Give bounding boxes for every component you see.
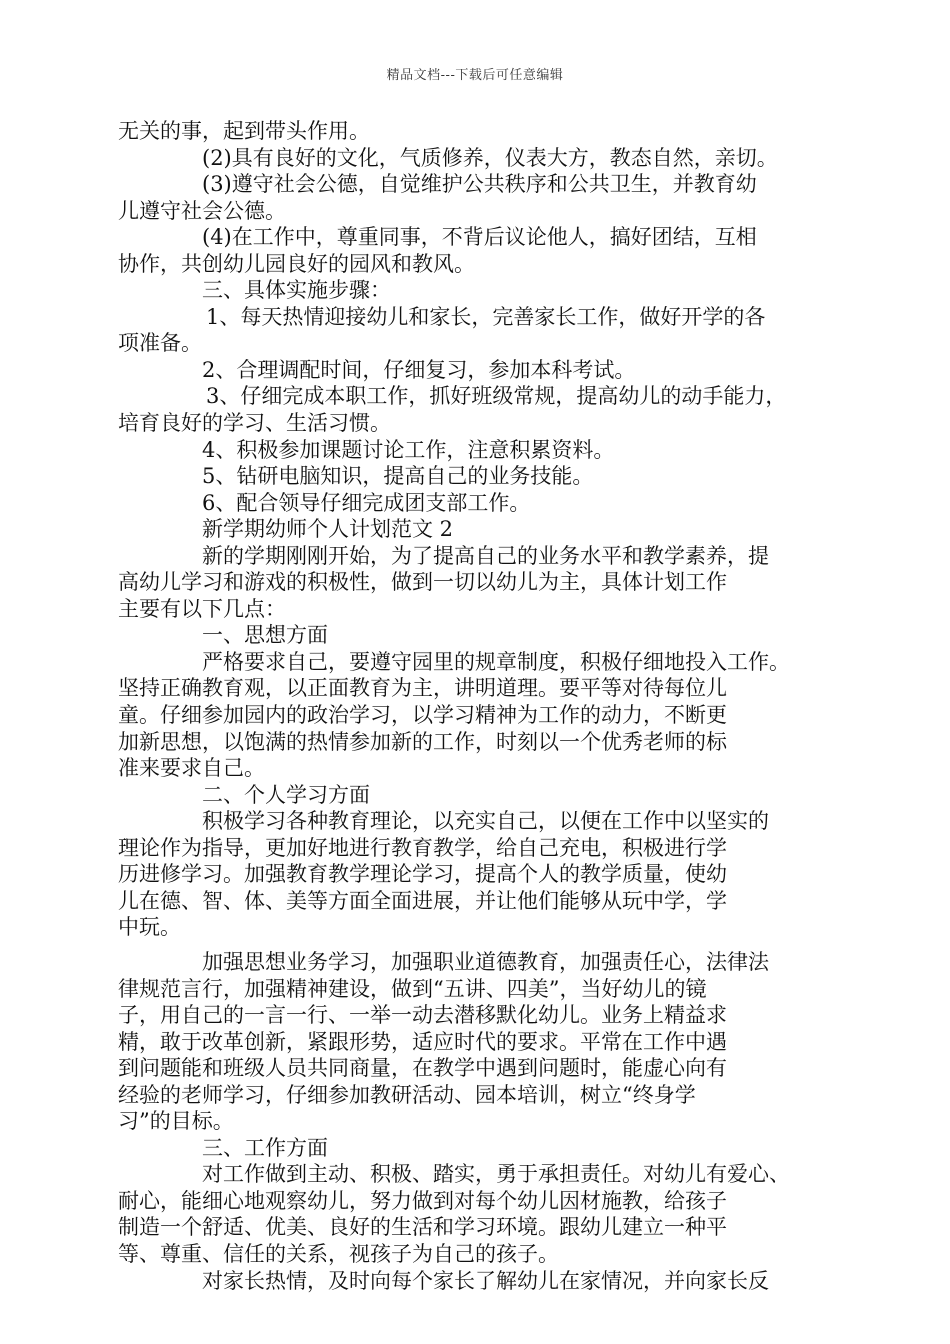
text-line: 6、配合领导仔细完成团支部工作。 [202, 490, 531, 515]
text-line: 中玩。 [118, 915, 181, 940]
text-line: 等、尊重、信任的关系，视孩子为自己的孩子。 [118, 1241, 559, 1266]
text-line: 新学期幼师个人计划范文 2 [202, 517, 454, 542]
text-line: 严格要求自己，要遵守园里的规章制度，积极仔细地投入工作。 [202, 649, 790, 674]
text-line: 制造一个舒适、优美、良好的生活和学习环境。跟幼儿建立一种平 [118, 1215, 727, 1240]
text-line: 培育良好的学习、生活习惯。 [118, 411, 391, 436]
text-line: (2)具有良好的文化，气质修养，仪表大方，教态自然，亲切。 [202, 145, 778, 170]
text-line: 4、积极参加课题讨论工作，注意积累资料。 [202, 437, 615, 462]
text-line: 项准备。 [118, 331, 202, 356]
text-line: 经验的老师学习，仔细参加教研活动、园本培训，树立“终身学 [118, 1082, 696, 1107]
text-line: 习”的目标。 [118, 1109, 234, 1134]
text-line: 协作，共创幼儿园良好的园风和教风。 [118, 251, 475, 276]
text-line: 3、仔细完成本职工作，抓好班级常规，提高幼儿的动手能力， [206, 384, 787, 409]
document-body [118, 118, 830, 1294]
text-line: (4)在工作中，尊重同事，不背后议论他人，搞好团结，互相 [202, 225, 757, 250]
text-line: 到问题能和班级人员共同商量，在教学中遇到问题时，能虚心向有 [118, 1056, 727, 1081]
text-line: 子，用自己的一言一行、一举一动去潜移默化幼儿。业务上精益求 [118, 1003, 727, 1028]
text-line: 加强思想业务学习，加强职业道德教育，加强责任心，法律法 [202, 949, 769, 974]
text-line: (3)遵守社会公德，自觉维护公共秩序和公共卫生，并教育幼 [202, 172, 757, 197]
text-line: 儿遵守社会公德。 [118, 198, 286, 223]
text-line: 2、合理调配时间，仔细复习，参加本科考试。 [202, 357, 636, 382]
text-line: 对家长热情，及时向每个家长了解幼儿在家情况，并向家长反 [202, 1268, 769, 1293]
text-line: 一、思想方面 [202, 623, 328, 648]
text-line: 理论作为指导，更加好地进行教育教学，给自己充电，积极进行学 [118, 835, 727, 860]
text-line: 三、工作方面 [202, 1135, 328, 1160]
text-line: 主要有以下几点： [118, 596, 286, 621]
text-line: 5、钻研电脑知识，提高自己的业务技能。 [202, 464, 594, 489]
text-line: 对工作做到主动、积极、踏实，勇于承担责任。对幼儿有爱心、 [202, 1162, 790, 1187]
text-line: 1、每天热情迎接幼儿和家长，完善家长工作，做好开学的各 [206, 304, 766, 329]
text-line: 儿在德、智、体、美等方面全面进展，并让他们能够从玩中学，学 [118, 888, 727, 913]
text-line: 二、个人学习方面 [202, 782, 370, 807]
text-line: 新的学期刚刚开始，为了提高自己的业务水平和教学素养，提 [202, 543, 769, 568]
text-line: 律规范言行，加强精神建设，做到“五讲、四美”，当好幼儿的镜 [118, 976, 707, 1001]
text-line: 耐心，能细心地观察幼儿，努力做到对每个幼儿因材施教，给孩子 [118, 1188, 727, 1213]
paragraph-gap [118, 941, 830, 949]
text-line: 准来要求自己。 [118, 756, 265, 781]
text-line: 坚持正确教育观，以正面教育为主，讲明道理。要平等对待每位儿 [118, 676, 727, 701]
text-line: 加新思想，以饱满的热情参加新的工作，时刻以一个优秀老师的标 [118, 729, 727, 754]
text-line: 三、具体实施步骤： [202, 278, 391, 303]
text-line: 精，敢于改革创新，紧跟形势，适应时代的要求。平常在工作中遇 [118, 1029, 727, 1054]
text-line: 无关的事，起到带头作用。 [118, 119, 370, 143]
text-line: 童。仔细参加园内的政治学习，以学习精神为工作的动力，不断更 [118, 703, 727, 728]
text-line: 历进修学习。加强教育教学理论学习，提高个人的教学质量，使幼 [118, 862, 727, 887]
text-line: 高幼儿学习和游戏的积极性，做到一切以幼儿为主，具体计划工作 [118, 570, 727, 595]
page-header: 精品文档---下载后可任意编辑 [386, 68, 564, 83]
text-line: 积极学习各种教育理论，以充实自己，以便在工作中以坚实的 [202, 809, 769, 834]
